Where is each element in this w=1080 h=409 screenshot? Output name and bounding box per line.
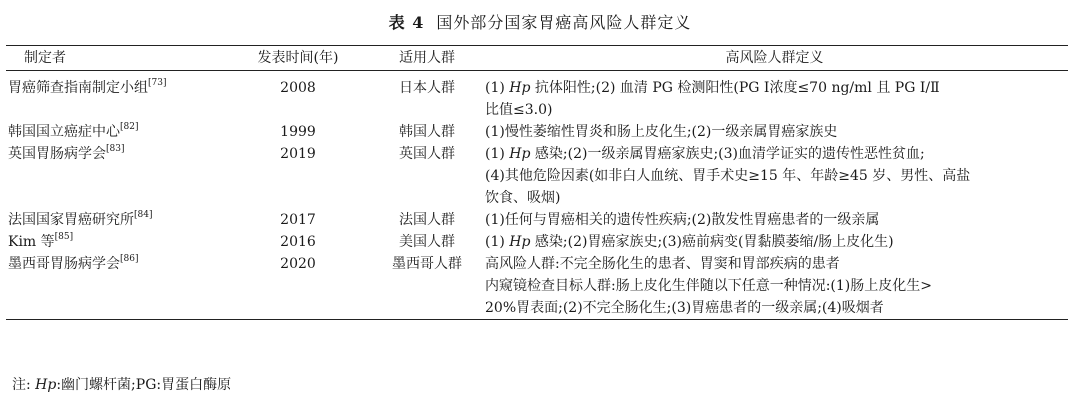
risk-definition-table bbox=[6, 45, 1068, 320]
cell-maker bbox=[6, 143, 223, 209]
cell-year: 2008 bbox=[280, 80, 316, 96]
reference-number: [86] bbox=[120, 254, 139, 265]
header-year: 发表时间(年) bbox=[257, 50, 339, 66]
table-row bbox=[6, 121, 1068, 143]
definition-line: 高风险人群:不完全肠化生的患者、胃窦和胃部疾病的患者 bbox=[485, 256, 840, 272]
cell-population: 英国人群 bbox=[399, 146, 455, 162]
definition-line: 比值≤3.0) bbox=[485, 102, 553, 118]
definition-line: (1)慢性萎缩性胃炎和肠上皮化生;(2)一级亲属胃癌家族史 bbox=[485, 124, 838, 140]
maker-name: 韩国国立癌症中心 bbox=[8, 124, 120, 140]
cell-definition bbox=[481, 231, 1068, 253]
reference-number: [73] bbox=[148, 78, 167, 89]
cell-maker bbox=[6, 121, 223, 143]
cell-maker bbox=[6, 71, 223, 122]
definition-line: 饮食、吸烟) bbox=[485, 190, 561, 206]
cell-year: 1999 bbox=[280, 124, 316, 140]
definition-line: (4)其他危险因素(如非白人血统、胃手术史≥15 年、年龄≥45 岁、男性、高盐 bbox=[485, 168, 971, 184]
header-population: 适用人群 bbox=[399, 50, 455, 66]
cell-definition bbox=[481, 209, 1068, 231]
cell-population: 墨西哥人群 bbox=[392, 256, 462, 272]
table-row bbox=[6, 143, 1068, 209]
maker-name: 墨西哥胃肠病学会 bbox=[8, 256, 120, 272]
header-definition: 高风险人群定义 bbox=[725, 50, 824, 66]
cell-maker bbox=[6, 253, 223, 320]
definition-line: (1) Hp 抗体阳性;(2) 血清 PG 检测阳性(PG Ⅰ浓度≤70 ng/ml 且 PG Ⅰ/Ⅱ bbox=[485, 80, 940, 96]
cell-definition bbox=[481, 143, 1068, 209]
cell-maker bbox=[6, 231, 223, 253]
cell-definition bbox=[481, 253, 1068, 320]
table-row bbox=[6, 71, 1068, 122]
cell-year: 2017 bbox=[280, 212, 316, 228]
maker-name: 英国胃肠病学会 bbox=[8, 146, 106, 162]
cell-definition bbox=[481, 121, 1068, 143]
maker-name: 胃癌筛查指南制定小组 bbox=[8, 80, 148, 96]
maker-name: 法国国家胃癌研究所 bbox=[8, 212, 134, 228]
maker-name: Kim 等 bbox=[8, 234, 55, 250]
cell-population: 日本人群 bbox=[399, 80, 455, 96]
cell-population: 美国人群 bbox=[399, 234, 455, 250]
reference-number: [85] bbox=[54, 232, 74, 243]
definition-line: (1)任何与胃癌相关的遗传性疾病;(2)散发性胃癌患者的一级亲属 bbox=[485, 212, 880, 228]
cell-year: 2019 bbox=[280, 146, 316, 162]
reference-number: [82] bbox=[120, 122, 139, 133]
table-caption bbox=[0, 10, 1080, 33]
definition-line: (1) Hp 感染;(2)一级亲属胃癌家族史;(3)血清学证实的遗传性恶性贫血; bbox=[485, 146, 925, 162]
table-row bbox=[6, 209, 1068, 231]
table-number: 表 4 bbox=[388, 13, 425, 32]
definition-line: 20%胃表面;(2)不完全肠化生;(3)胃癌患者的一级亲属;(4)吸烟者 bbox=[485, 300, 884, 316]
cell-definition bbox=[481, 71, 1068, 122]
reference-number: [84] bbox=[134, 210, 153, 221]
table-row bbox=[6, 231, 1068, 253]
reference-number: [83] bbox=[106, 144, 125, 155]
definition-line: (1) Hp 感染;(2)胃癌家族史;(3)癌前病变(胃黏膜萎缩/肠上皮化生) bbox=[485, 234, 894, 250]
table-title: 国外部分国家胃癌高风险人群定义 bbox=[436, 13, 692, 32]
cell-population: 韩国人群 bbox=[399, 124, 455, 140]
cell-year: 2016 bbox=[280, 234, 316, 250]
table-row bbox=[6, 253, 1068, 320]
cell-population: 法国人群 bbox=[399, 212, 455, 228]
header-maker: 制定者 bbox=[24, 50, 66, 66]
cell-year: 2020 bbox=[280, 256, 316, 272]
table-header-row bbox=[6, 46, 1068, 71]
table-note: 注: Hp:幽门螺杆菌;PG:胃蛋白酶原 bbox=[12, 377, 232, 393]
cell-maker bbox=[6, 209, 223, 231]
definition-line: 内窥镜检查目标人群:肠上皮化生伴随以下任意一种情况:(1)肠上皮化生> bbox=[485, 278, 932, 294]
